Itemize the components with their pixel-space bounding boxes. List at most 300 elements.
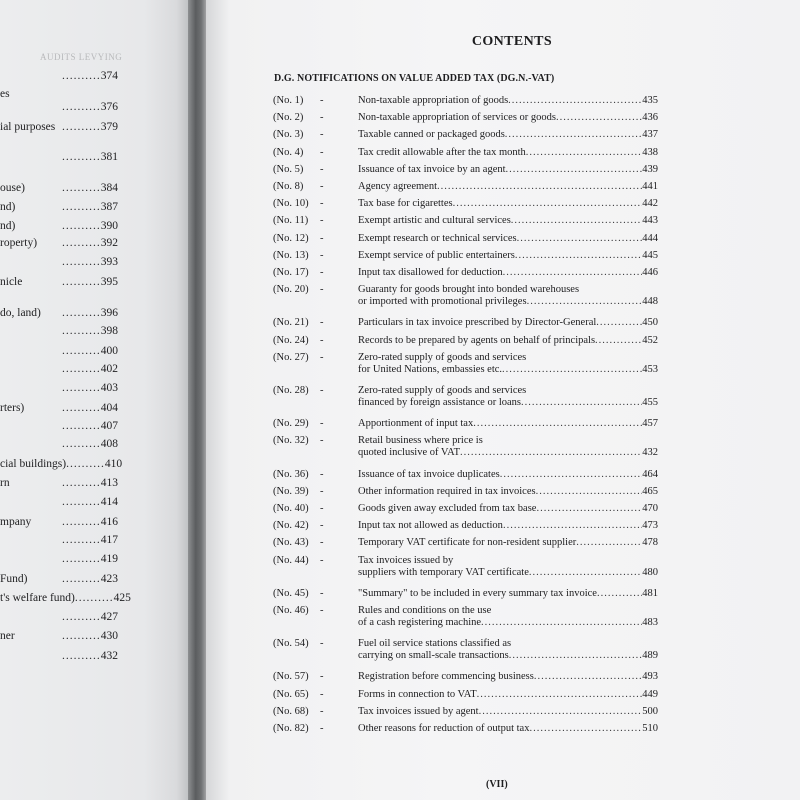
- left-line-leader: ..........: [62, 438, 101, 450]
- dot-leader: [502, 364, 642, 376]
- entry-dash: -: [320, 605, 324, 616]
- entry-number: (No. 17): [273, 267, 309, 278]
- left-line-page: 379: [100, 121, 118, 133]
- section-heading: D.G. NOTIFICATIONS ON VALUE ADDED TAX (DG.N.-VAT): [274, 73, 555, 84]
- entry-description: [358, 418, 658, 430]
- left-line-text: Fund): [0, 573, 28, 585]
- left-line-text: rters): [0, 402, 25, 414]
- left-line-text: mpany: [0, 516, 32, 528]
- entry-description-line: [358, 469, 658, 481]
- dot-leader: [534, 671, 642, 683]
- left-line-text: es: [0, 88, 10, 100]
- left-line-leader: ..........: [62, 256, 101, 268]
- dot-leader: [596, 317, 642, 329]
- left-line-page: 402: [100, 363, 118, 375]
- entry-description: [358, 671, 658, 683]
- left-line-text: nd): [0, 220, 16, 232]
- left-line-page: 404: [100, 402, 118, 414]
- left-line-page: 407: [100, 420, 118, 432]
- dot-leader: [597, 588, 642, 600]
- entry-page-number: 493: [642, 671, 658, 683]
- entry-description-line: Tax invoices issued by: [358, 554, 454, 566]
- left-line-page: 384: [100, 182, 118, 194]
- left-line-leader: ..........: [62, 237, 101, 249]
- entry-page-number: 455: [642, 397, 658, 408]
- entry-description-line: [358, 520, 658, 532]
- left-line-leader: ..........: [62, 182, 101, 194]
- left-page-ghost-text: AUDITS LEVYING: [40, 52, 123, 62]
- left-page-line: [0, 237, 118, 249]
- entry-description-line: [358, 250, 658, 262]
- left-page-line: [0, 592, 131, 604]
- entry-description-line: [358, 503, 658, 515]
- entry-number: (No. 68): [273, 705, 309, 717]
- entry-number: (No. 24): [273, 334, 309, 346]
- entry-description-line: [358, 267, 658, 279]
- entry-title-text: carrying on small-scale transactions: [358, 650, 509, 662]
- dot-leader: [460, 447, 642, 459]
- entry-description: [358, 267, 658, 279]
- entry-number: (No. 3): [273, 129, 304, 141]
- left-line-page: 413: [100, 477, 118, 489]
- left-page-line: [0, 516, 118, 528]
- entry-page-number: 450: [642, 317, 658, 329]
- left-line-page: 381: [100, 151, 118, 163]
- dot-leader: [595, 335, 642, 347]
- entry-description-line: [358, 447, 658, 459]
- left-line-leader: ..........: [62, 363, 101, 375]
- entry-page-number: 473: [642, 520, 658, 532]
- left-line-leader: ..........: [62, 220, 101, 232]
- left-line-page: 430: [100, 630, 118, 642]
- entry-dash: -: [320, 723, 324, 734]
- entry-dash: -: [320, 317, 324, 329]
- entry-title-text: Issuance of tax invoice duplicates: [358, 468, 500, 480]
- page-number-footer: (VII): [486, 779, 508, 790]
- entry-title-text: Particulars in tax invoice prescribed by Director-General: [358, 317, 597, 329]
- entry-description-line: [358, 588, 658, 600]
- entry-dash: -: [320, 638, 324, 650]
- entry-description: [358, 164, 658, 176]
- entry-description-line: [358, 147, 658, 159]
- left-line-leader: ..........: [62, 477, 101, 489]
- entry-number: (No. 10): [273, 198, 309, 210]
- entry-description-line: Fuel oil service stations classified as: [358, 638, 512, 650]
- entry-page-number: 478: [642, 537, 658, 549]
- entry-description-line: [358, 689, 658, 701]
- entry-page-number: 444: [642, 232, 658, 244]
- entry-description: [358, 95, 658, 107]
- dot-leader: [479, 706, 643, 718]
- left-line-leader: ..........: [62, 276, 101, 288]
- left-page-line: [0, 534, 118, 546]
- entry-page-number: 435: [642, 95, 658, 106]
- entry-page-number: 448: [642, 296, 658, 308]
- entry-number: (No. 54): [273, 638, 309, 650]
- dot-leader: [505, 129, 642, 141]
- entry-number: (No. 12): [273, 232, 309, 244]
- dot-leader: [536, 503, 642, 515]
- entry-description-line: [358, 317, 658, 329]
- left-line-leader: ..........: [62, 201, 101, 213]
- left-page-line: [0, 276, 118, 288]
- left-line-page: 398: [100, 325, 118, 337]
- dot-leader: [511, 215, 642, 227]
- entry-title-text: "Summary" to be included in every summary tax invoice: [358, 587, 597, 599]
- entry-description: [358, 385, 658, 409]
- entry-description-line: [358, 723, 658, 735]
- dot-leader: [576, 537, 642, 549]
- left-line-leader: ..........: [62, 420, 101, 432]
- left-page-line: [0, 220, 118, 232]
- entry-dash: -: [320, 95, 324, 106]
- entry-page-number: 489: [642, 650, 658, 662]
- entry-dash: -: [320, 485, 324, 497]
- left-line-leader: ..........: [74, 592, 114, 604]
- left-line-leader: ..........: [62, 325, 101, 337]
- dot-leader: [529, 723, 642, 735]
- entry-page-number: 432: [642, 447, 658, 459]
- left-line-page: 396: [100, 307, 118, 319]
- entry-description: [358, 503, 658, 515]
- entry-description: [358, 486, 658, 498]
- entry-page-number: 510: [642, 723, 658, 734]
- left-page-line: [0, 458, 123, 470]
- entry-dash: -: [320, 688, 324, 700]
- entry-title-text: Tax base for cigarettes: [358, 198, 453, 210]
- entry-dash: -: [320, 129, 324, 141]
- entry-number: (No. 5): [273, 163, 304, 175]
- entry-page-number: 445: [642, 249, 658, 261]
- entry-description-line: [358, 364, 658, 376]
- dot-leader: [556, 112, 642, 124]
- entry-page-number: 464: [642, 468, 658, 480]
- entry-page-number: 436: [642, 112, 658, 124]
- left-page-line: [0, 402, 118, 414]
- dot-leader: [477, 689, 643, 701]
- left-line-leader: ..........: [62, 496, 101, 508]
- entry-page-number: 439: [642, 163, 658, 175]
- entry-title-text: for United Nations, embassies etc.: [358, 363, 503, 375]
- entry-dash: -: [320, 163, 324, 175]
- dot-leader: [515, 250, 642, 262]
- dot-leader: [453, 198, 643, 210]
- left-page-line: [0, 325, 118, 337]
- left-page-line: [0, 650, 118, 662]
- entry-description-line: Zero-rated supply of goods and services: [358, 385, 527, 396]
- left-line-page: 414: [100, 496, 118, 508]
- dot-leader: [521, 397, 642, 409]
- entry-title-text: Agency agreement: [358, 181, 438, 192]
- entry-number: (No. 65): [273, 688, 309, 700]
- entry-dash: -: [320, 503, 324, 514]
- dot-leader: [500, 469, 643, 481]
- left-line-leader: ..........: [62, 345, 101, 357]
- entry-description: [358, 233, 658, 245]
- left-page-line: [0, 553, 118, 565]
- entry-description: [358, 250, 658, 262]
- entry-title-text: financed by foreign assistance or loans: [358, 397, 521, 408]
- entry-dash: -: [320, 671, 324, 683]
- entry-description: [358, 129, 658, 141]
- left-page-line: [0, 307, 118, 319]
- entry-number: (No. 57): [273, 671, 309, 683]
- entry-number: (No. 45): [273, 587, 309, 599]
- entry-page-number: 437: [642, 129, 658, 141]
- left-page-line: [0, 573, 118, 585]
- dot-leader: [473, 418, 642, 430]
- left-page-line: [0, 182, 118, 194]
- left-line-leader: ..........: [62, 534, 101, 546]
- left-line-text: ner: [0, 630, 15, 642]
- entry-number: (No. 42): [273, 520, 309, 532]
- left-line-page: 416: [100, 516, 118, 528]
- dot-leader: [536, 486, 643, 498]
- entry-page-number: 438: [642, 146, 658, 158]
- left-page-line: [0, 201, 118, 213]
- entry-title-text: Tax invoices issued by agent: [358, 705, 479, 717]
- entry-page-number: 481: [642, 587, 658, 599]
- entry-description-line: [358, 198, 658, 210]
- right-page: [206, 0, 800, 800]
- left-line-leader: ..........: [66, 458, 105, 470]
- entry-page-number: 500: [642, 705, 658, 717]
- entry-description: [358, 181, 658, 193]
- left-line-leader: ..........: [62, 382, 101, 394]
- left-line-text: ial purposes: [0, 121, 56, 133]
- dot-leader: [527, 296, 643, 308]
- entry-title-text: or imported with promotional privileges: [358, 296, 527, 308]
- entry-title-text: Non-taxable appropriation of services or goods: [358, 112, 556, 124]
- entry-number: (No. 20): [273, 284, 309, 296]
- entry-dash: -: [320, 520, 324, 532]
- entry-description: [358, 706, 658, 718]
- entry-dash: -: [320, 418, 324, 430]
- entry-number: (No. 82): [273, 723, 309, 734]
- entry-description-line: [358, 164, 658, 176]
- dot-leader: [481, 617, 642, 629]
- left-page-line: [0, 345, 118, 357]
- entry-description-line: [358, 215, 658, 227]
- entry-description-line: [358, 296, 658, 308]
- entry-page-number: 480: [642, 566, 658, 578]
- entry-number: (No. 40): [273, 503, 309, 514]
- entry-description: [358, 284, 658, 308]
- entry-description-line: Guaranty for goods brought into bonded warehouses: [358, 284, 580, 296]
- entry-dash: -: [320, 284, 324, 296]
- entry-number: (No. 32): [273, 435, 309, 447]
- entry-title-text: Taxable canned or packaged goods: [358, 129, 505, 141]
- entry-description: [358, 520, 658, 532]
- left-page: [0, 0, 192, 800]
- entry-dash: -: [320, 385, 324, 396]
- entry-dash: -: [320, 705, 324, 717]
- entry-description-line: [358, 617, 658, 629]
- entry-number: (No. 44): [273, 554, 309, 566]
- left-page-line: [0, 70, 118, 82]
- left-page-line: [0, 477, 118, 489]
- entry-dash: -: [320, 334, 324, 346]
- left-line-leader: ..........: [62, 650, 101, 662]
- left-line-page: 417: [100, 534, 118, 546]
- left-page-line: [0, 363, 118, 375]
- entry-description-line: [358, 95, 658, 107]
- left-page-line: [0, 438, 118, 450]
- entry-description-line: [358, 418, 658, 430]
- entry-number: (No. 36): [273, 468, 309, 480]
- entry-description-line: [358, 486, 658, 498]
- dot-leader: [517, 233, 643, 245]
- entry-description: [358, 638, 658, 662]
- entry-number: (No. 4): [273, 146, 304, 158]
- entry-description-line: Rules and conditions on the use: [358, 605, 492, 616]
- entry-description-line: [358, 537, 658, 549]
- entry-title-text: Forms in connection to VAT: [358, 688, 477, 700]
- entry-number: (No. 29): [273, 418, 309, 430]
- entry-description-line: [358, 112, 658, 124]
- entry-title-text: Other reasons for reduction of output tax: [358, 723, 530, 734]
- left-line-page: 374: [100, 70, 118, 82]
- entry-dash: -: [320, 112, 324, 124]
- dot-leader: [437, 181, 642, 193]
- entry-description-line: [358, 233, 658, 245]
- dot-leader: [503, 267, 643, 279]
- entry-title-text: Exempt artistic and cultural services: [358, 215, 511, 227]
- entry-dash: -: [320, 351, 324, 363]
- left-line-page: 410: [104, 458, 123, 470]
- left-line-leader: ..........: [62, 307, 101, 319]
- left-line-leader: ..........: [62, 630, 101, 642]
- entry-description: [358, 689, 658, 701]
- left-page-line: [0, 121, 118, 133]
- entry-number: (No. 21): [273, 317, 309, 329]
- left-line-page: 408: [100, 438, 118, 450]
- left-line-leader: ..........: [62, 402, 101, 414]
- entry-number: (No. 11): [273, 215, 309, 227]
- entry-dash: -: [320, 468, 324, 480]
- entry-dash: -: [320, 435, 324, 447]
- entry-description: [358, 147, 658, 159]
- left-line-page: 387: [100, 201, 118, 213]
- entry-title-text: Exempt research or technical services: [358, 232, 517, 244]
- left-line-page: 425: [113, 592, 131, 604]
- left-line-text: ouse): [0, 182, 25, 194]
- left-page-line: [0, 151, 118, 163]
- entry-description-line: [358, 706, 658, 718]
- dot-leader: [526, 147, 642, 159]
- entry-title-text: Exempt service of public entertainers: [358, 249, 515, 261]
- entry-number: (No. 27): [273, 351, 309, 363]
- entry-title-text: quoted inclusive of VAT: [358, 447, 460, 459]
- left-line-page: 403: [100, 382, 118, 394]
- entry-title-text: of a cash registering machine: [358, 617, 482, 628]
- entry-description: [358, 555, 658, 579]
- entry-description-line: [358, 650, 658, 662]
- entry-number: (No. 43): [273, 537, 309, 549]
- left-line-leader: ..........: [62, 151, 101, 163]
- entry-description-line: [358, 335, 658, 347]
- entry-number: (No. 39): [273, 485, 309, 497]
- entry-description-line: [358, 671, 658, 683]
- left-line-page: 400: [100, 345, 118, 357]
- entry-page-number: 452: [642, 334, 658, 346]
- left-page-line: [0, 256, 118, 268]
- left-line-text: t's welfare fund): [0, 592, 75, 604]
- left-line-leader: ..........: [62, 70, 101, 82]
- entry-title-text: Tax credit allowable after the tax month: [358, 146, 526, 158]
- entry-description: [358, 112, 658, 124]
- dot-leader: [509, 650, 643, 662]
- entry-page-number: 446: [642, 267, 658, 278]
- entry-dash: -: [320, 198, 324, 210]
- left-page-line: [0, 611, 118, 623]
- entry-description: [358, 335, 658, 347]
- entry-title-text: Registration before commencing business: [358, 671, 534, 683]
- left-line-page: 427: [100, 611, 118, 623]
- page-title: CONTENTS: [471, 34, 553, 49]
- entry-dash: -: [320, 554, 324, 566]
- left-line-text: rn: [0, 477, 10, 489]
- entry-description-line: Zero-rated supply of goods and services: [358, 351, 527, 363]
- left-line-leader: ..........: [62, 573, 101, 585]
- left-line-page: 395: [100, 276, 118, 288]
- entry-dash: -: [320, 249, 324, 261]
- left-page-line: [0, 101, 118, 113]
- entry-description: [358, 198, 658, 210]
- entry-description-line: [358, 181, 658, 193]
- entry-dash: -: [320, 267, 324, 278]
- left-line-leader: ..........: [62, 611, 101, 623]
- left-page-line: [0, 420, 118, 432]
- entry-page-number: 442: [642, 198, 658, 210]
- entry-title-text: Other information required in tax invoices: [358, 485, 536, 497]
- left-line-leader: ..........: [62, 553, 101, 565]
- entry-page-number: 483: [642, 617, 658, 628]
- entry-page-number: 457: [642, 418, 658, 430]
- entry-number: (No. 1): [273, 95, 304, 106]
- left-line-leader: ..........: [62, 121, 101, 133]
- entry-page-number: 470: [642, 503, 658, 514]
- entry-dash: -: [320, 181, 324, 192]
- left-line-page: 423: [100, 573, 118, 585]
- entry-description: [358, 537, 658, 549]
- left-page-line: [0, 88, 118, 100]
- dot-leader: [508, 95, 642, 107]
- entry-description-line: [358, 567, 658, 579]
- left-line-leader: ..........: [62, 101, 101, 113]
- dot-leader: [529, 567, 642, 579]
- entry-description: [358, 723, 658, 735]
- entry-dash: -: [320, 537, 324, 549]
- left-line-page: 392: [100, 237, 118, 249]
- entry-page-number: 465: [642, 485, 658, 497]
- entry-page-number: 449: [642, 688, 658, 700]
- entry-title-text: suppliers with temporary VAT certificate: [358, 566, 529, 578]
- entry-title-text: Input tax disallowed for deduction: [358, 267, 503, 278]
- entry-description-line: Retail business where price is: [358, 435, 483, 447]
- left-page-line: [0, 630, 118, 642]
- left-line-text: do, land): [0, 307, 41, 319]
- left-line-text: cial buildings): [0, 458, 67, 470]
- entry-dash: -: [320, 215, 324, 227]
- entry-description: [358, 588, 658, 600]
- left-line-page: 432: [100, 650, 118, 662]
- entry-description: [358, 435, 658, 459]
- entry-number: (No. 13): [273, 249, 309, 261]
- left-page-line: [0, 496, 118, 508]
- entry-number: (No. 2): [273, 112, 304, 124]
- left-line-page: 419: [100, 553, 118, 565]
